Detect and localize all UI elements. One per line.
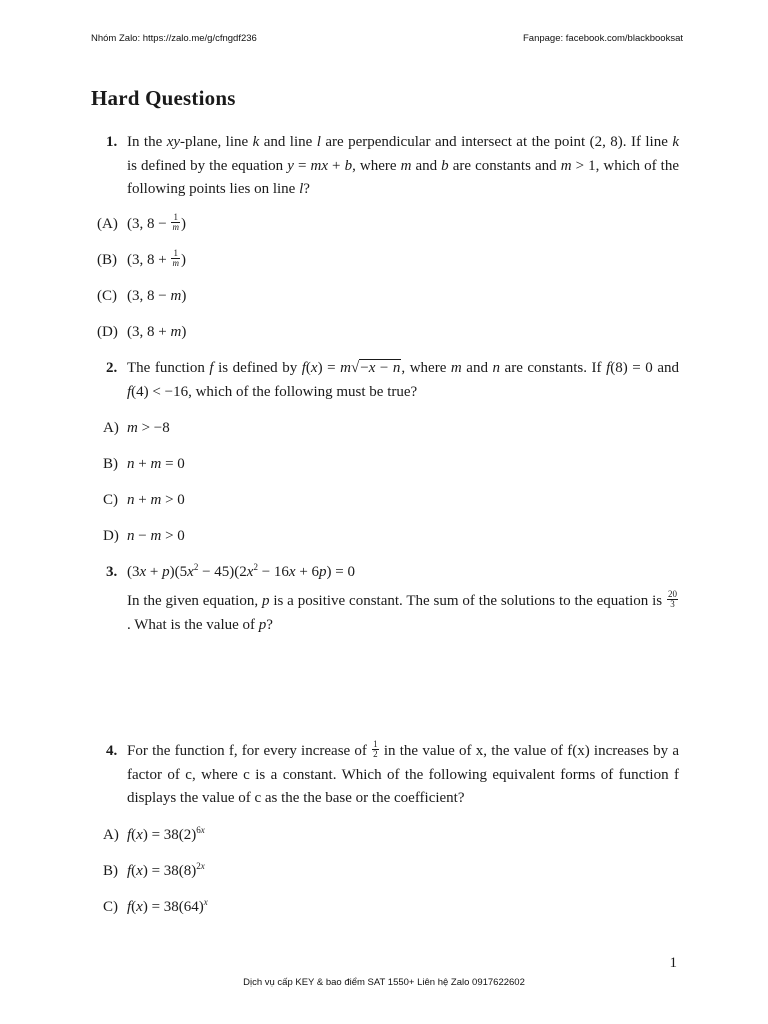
page-number: 1 xyxy=(669,955,677,971)
option-label: (B) xyxy=(97,252,117,268)
header-zalo-link: Nhóm Zalo: https://zalo.me/g/cfngdf236 xyxy=(91,33,257,44)
option-label: D) xyxy=(103,528,119,544)
question-2 xyxy=(106,357,679,404)
option-label: (D) xyxy=(97,324,118,340)
question-1 xyxy=(106,131,679,202)
option-text: (3, 8 − m) xyxy=(127,288,187,304)
option-label: B) xyxy=(103,456,118,472)
question-text: For the function f, for every increase of $\frac{1}{2}$ in the value of x, the value of f(x) increases by a factor of c, where c is a constant. Which of the following equivalent forms of function f displays the value of c as the the base or the coefficient? xyxy=(127,739,679,806)
option-label: C) xyxy=(103,899,118,915)
option-label: A) xyxy=(103,420,119,436)
option-text: (3, 8 + m) xyxy=(127,324,187,340)
option-text: (3, 8 + $\frac{1}{m}$ ) xyxy=(127,248,186,269)
question-number: 2. xyxy=(106,360,118,376)
header-fanpage-link: Fanpage: facebook.com/blackbooksat xyxy=(522,33,683,44)
question-equation: $(3x + p)(5x^2 - 45)(2x^2 - 16x + 6p) = 0$ xyxy=(127,562,356,580)
option-label: B) xyxy=(103,863,118,879)
option-text: $f(x) = 38(2)^{6x}$ xyxy=(127,825,205,843)
footer-contact: Dịch vụ cấp KEY & bao điểm SAT 1550+ Liên hệ Zalo 0917622602 xyxy=(243,977,525,988)
option-text: $f(x) = 38(8)^{2x}$ xyxy=(127,861,205,879)
question-4 xyxy=(106,739,679,811)
question-number: 3. xyxy=(106,564,118,580)
option-text: m > −8 xyxy=(127,420,170,436)
option-text: n + m > 0 xyxy=(127,492,185,508)
option-label: (C) xyxy=(97,288,117,304)
option-label: (A) xyxy=(97,216,118,232)
question-text: In the given equation, p is a positive constant. The sum of the solutions to the equation is $\frac{20}{3}$ . What is the value of p? xyxy=(127,589,678,633)
question-number: 1. xyxy=(106,134,118,150)
page-title: Hard Questions xyxy=(91,86,236,110)
option-label: C) xyxy=(103,492,118,508)
question-3-text xyxy=(127,590,679,637)
question-3 xyxy=(106,561,679,585)
question-text: In the xy-plane, line k and line l are perpendicular and intersect at the point (2, 8). If line k is defined by the equation y = mx + b, where m and b are constants and m > 1, which of the following points lies on line l? xyxy=(127,134,679,197)
question-number: 4. xyxy=(106,743,118,759)
option-text: n + m = 0 xyxy=(127,456,185,472)
option-label: A) xyxy=(103,827,119,843)
question-text: The function f is defined by f(x) = m√−x − n, where m and n are constants. If f(8) = 0 and f(4) < −16, which of the following must be true? xyxy=(127,360,679,400)
option-text: (3, 8 − $\frac{1}{m}$ ) xyxy=(127,212,186,233)
option-text: $f(x) = 38(64)^x$ xyxy=(127,897,208,915)
option-text: n − m > 0 xyxy=(127,528,185,544)
